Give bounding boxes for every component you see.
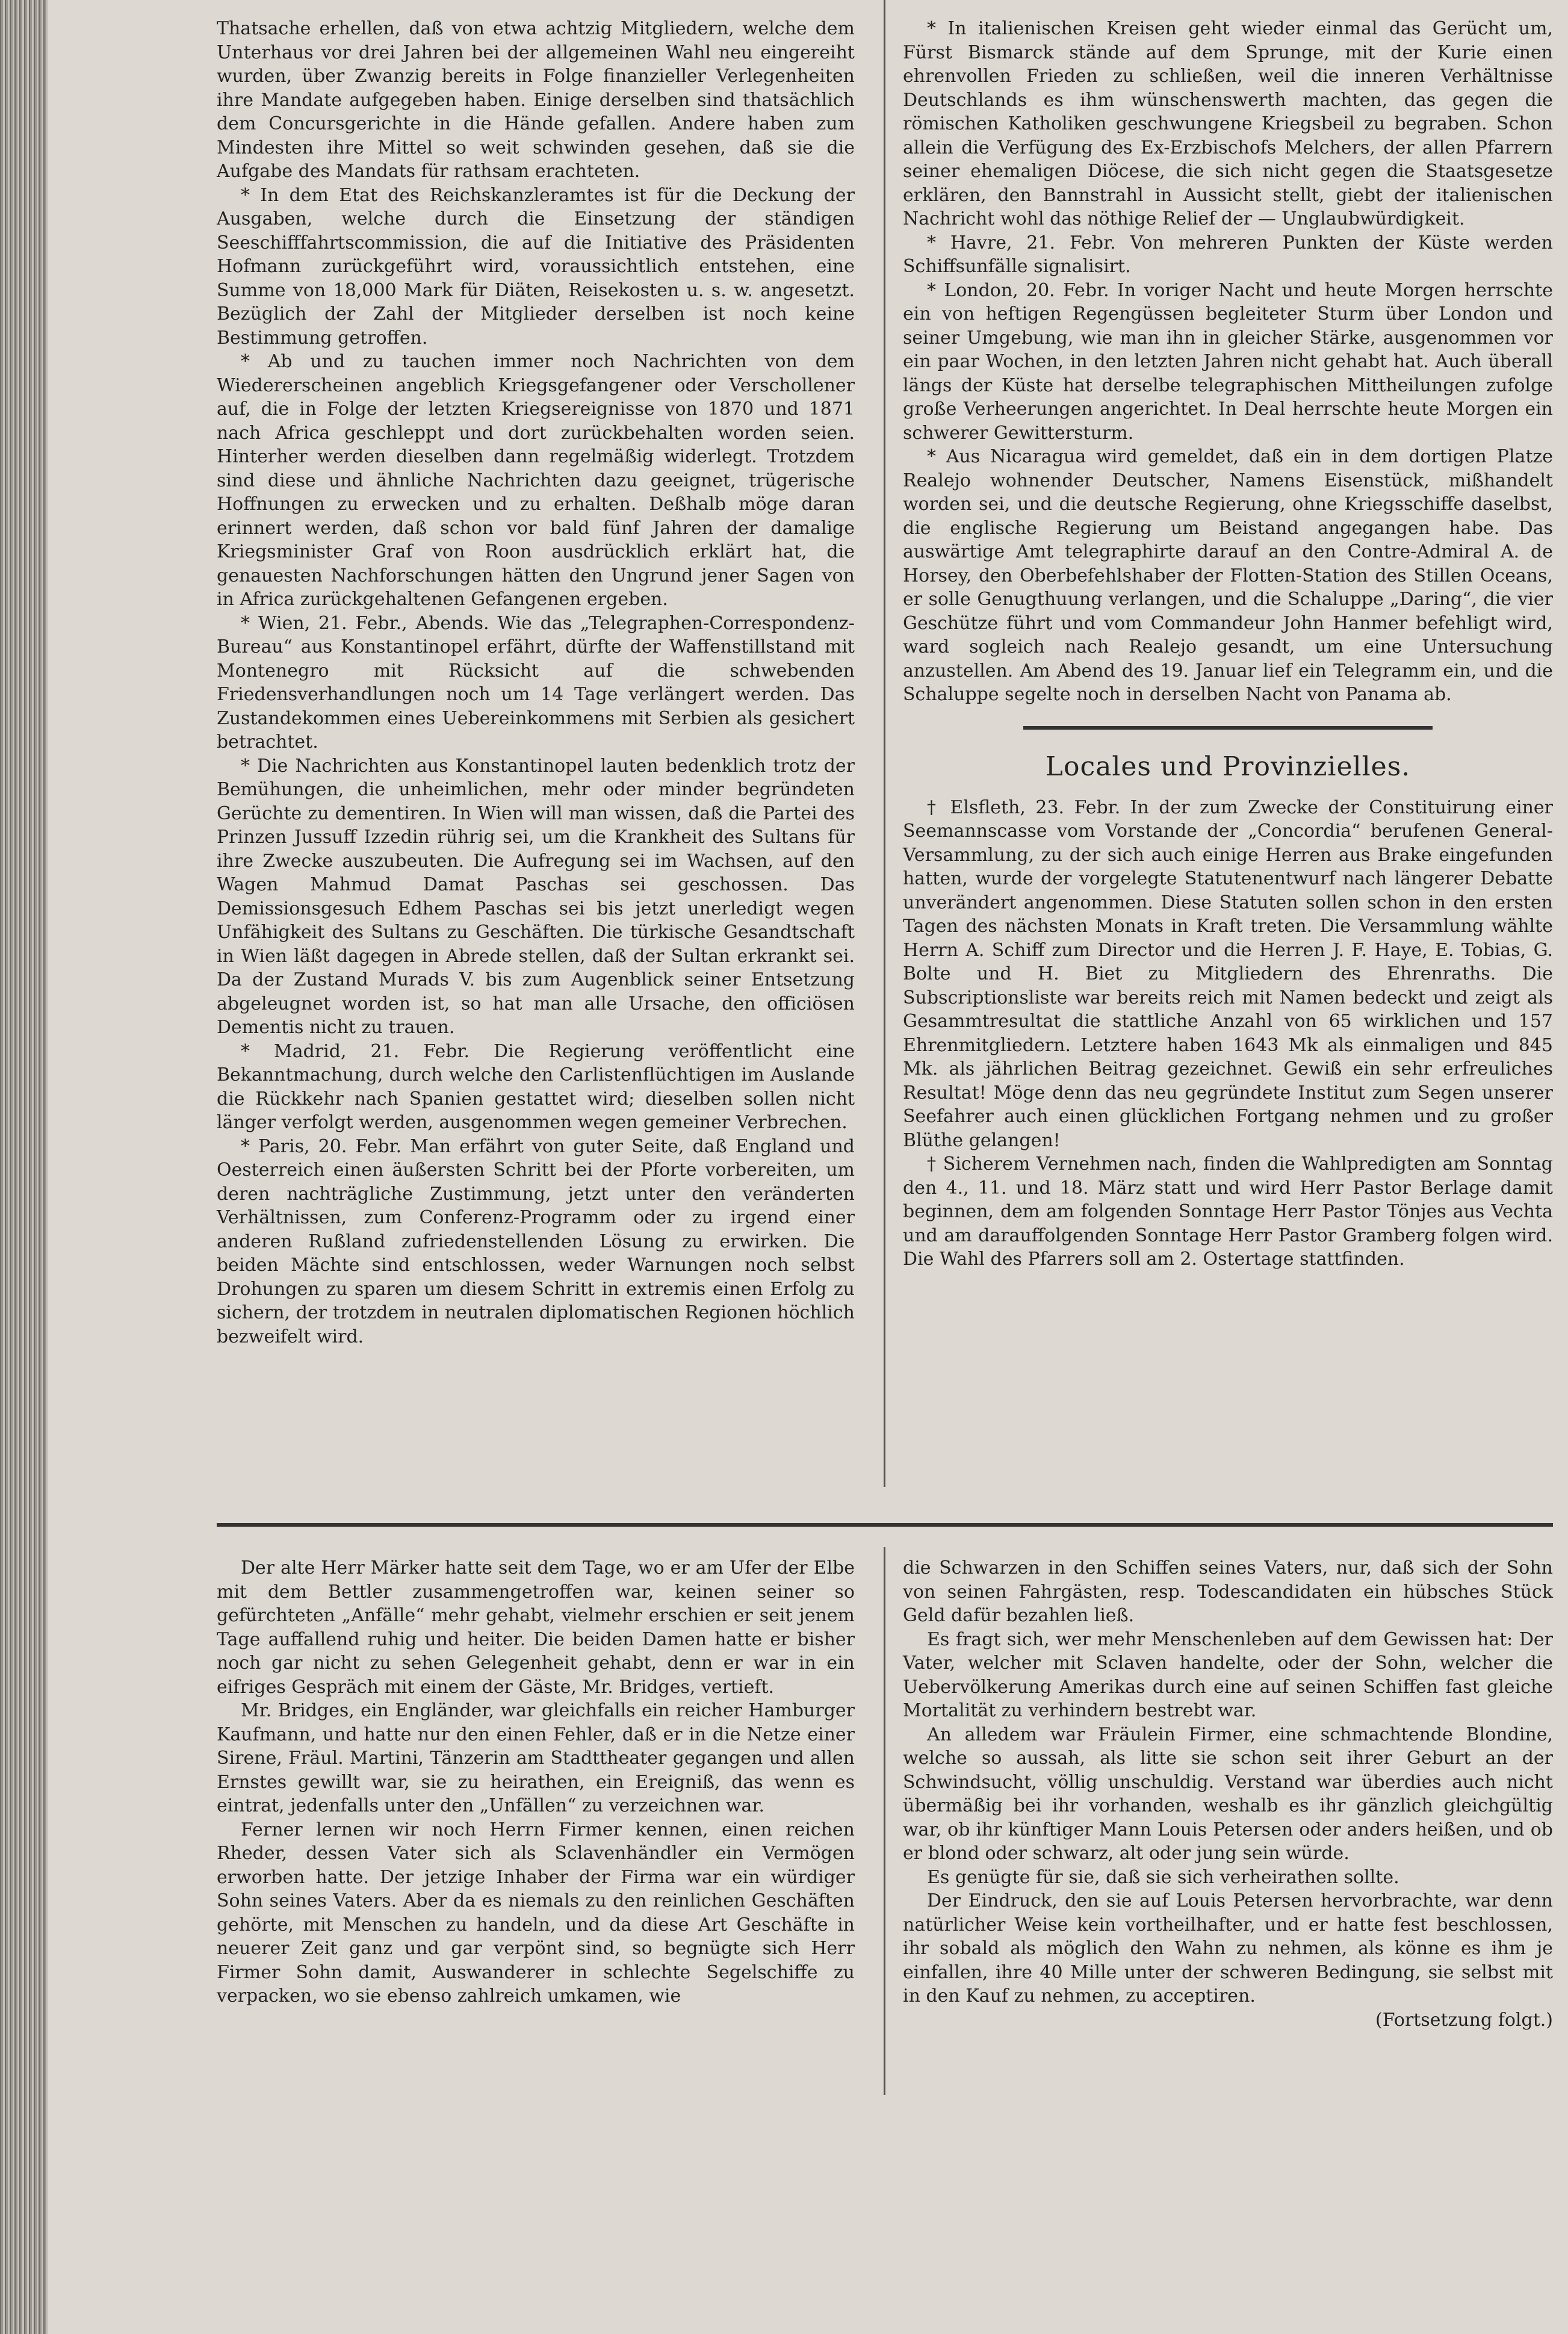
news-paragraph: * Aus Nicaragua wird gemeldet, daß ein in dem dortigen Platze Realejo wohnender Deutscher, Namens Eisenstück, mißhandelt worden sei, und die deutsche Regierung, ohne Kriegsschiffe daselbst, die englische Regierung um Beistand angegangen habe. Das auswärtige Amt telegraphirte darauf an den Contre-Admiral A. de Horsey, den Oberbefehlshaber der Flotten-Station des Stillen Oceans, er solle Genugthuung verlangen, und die Schaluppe „Daring“, die vier Geschütze führt und vom Commandeur John Hanmer befehligt wird, ward sogleich nach Realejo gesandt, um eine Untersuchung anzustellen. Am Abend des 19. Januar lief ein Telegramm ein, und die Schaluppe segelte noch in derselben Nacht von Panama ab. xyxy=(903,446,1553,705)
news-paragraph: * Madrid, 21. Febr. Die Regierung veröffentlicht eine Bekanntmachung, durch welche den Carlistenflüchtigen im Auslande die Rückkehr nach Spanien gestattet wird; dieselben sollen nicht länger verfolgt werden, ausgenommen wegen gemeiner Verbrechen. xyxy=(217,1040,855,1133)
section-divider xyxy=(1023,726,1433,730)
feuilleton-paragraph: Es fragt sich, wer mehr Menschenleben auf dem Gewissen hat: Der Vater, welcher mit Sclaven handelte, oder der Sohn, welcher die Uebervölkerung Amerikas durch eine auf seinen Schiffen fast gleiche Mortalität zu verhindern bestrebt war. xyxy=(903,1628,1553,1721)
news-paragraph: * Wien, 21. Febr., Abends. Wie das „Telegraphen-Correspondenz-Bureau“ aus Konstantinopel erfährt, dürfte der Waffenstillstand mit Montenegro mit Rücksicht auf die schwebenden Friedensverhandlungen noch um 14 Tage verlängert werden. Das Zustandekommen eines Uebereinkommens mit Serbien als gesichert betrachtet. xyxy=(217,612,855,753)
local-news-paragraph: † Elsfleth, 23. Febr. In der zum Zwecke der Constituirung einer Seemannscasse vom Vorstande der „Concordia“ berufenen General-Versammlung, zu der sich auch einige Herren aus Brake eingefunden hatten, wurde der vorgelegte Statutenentwurf nach längerer Debatte unverändert angenommen. Diese Statuten sollen schon in den ersten Tagen des nächsten Monats in Kraft treten. Die Versammlung wählte Herrn A. Schiff zum Director und die Herren J. F. Haye, E. Tobias, G. Bolte und H. Biet zu Mitgliedern des Ehrenraths. Die Subscriptionsliste war bereits reich mit Namen bedeckt und zeigt als Gesammtresultat die stattliche Anzahl von 65 wirklichen und 157 Ehrenmitgliedern. Letztere haben 1643 Mk als einmaligen und 845 Mk. als jährlichen Beitrag gezeichnet. Gewiß ein sehr erfreuliches Resultat! Möge denn das neu gegründete Institut zum Segen unserer Seefahrer auch einen glücklichen Fortgang nehmen und zu großer Blüthe gelangen! xyxy=(903,796,1553,1151)
feuilleton-paragraph: Es genügte für sie, daß sie sich verheirathen sollte. xyxy=(927,1866,1399,1888)
column-divider-bottom xyxy=(884,1547,885,2095)
local-news-paragraph: † Sicherem Vernehmen nach, finden die Wahlpredigten am Sonntag den 4., 11. und 18. März statt und wird Herr Pastor Berlage damit beginnen, dem am folgenden Sonntage Herr Pastor Tönjes aus Vechta und am darauffolgenden Sonntage Herr Pastor Gramberg folgen wird. Die Wahl des Pfarrers soll am 2. Ostertage stattfinden. xyxy=(903,1153,1553,1270)
news-paragraph: * Ab und zu tauchen immer noch Nachrichten von dem Wiedererscheinen angeblich Kriegsgefangener oder Verschollener auf, die in Folge der letzten Kriegsereignisse von 1870 und 1871 nach Africa geschleppt und dort zurückbehalten worden seien. Hinterher werden dieselben dann regelmäßig widerlegt. Trotzdem sind diese und ähnliche Nachrichten dazu geeignet, trügerische Hoffnungen zu erwecken und zu erhalten. Deßhalb möge daran erinnert werden, daß schon vor bald fünf Jahren der damalige Kriegsminister Graf von Roon ausdrücklich erklärt hat, die genauesten Nachforschungen hätten den Ungrund jener Sagen von in Africa zurückgehaltenen Gefangenen ergeben. xyxy=(217,351,855,610)
feuilleton-divider xyxy=(217,1523,1553,1527)
feuilleton-column-left xyxy=(217,1556,855,2008)
feuilleton-paragraph: Der Eindruck, den sie auf Louis Petersen hervorbrachte, war denn natürlicher Weise kein vortheilhafter, und er hatte fest beschlossen, ihr sobald als möglich den Wahn zu nehmen, als könne es ihm je einfallen, ihre 40 Mille unter der schweren Bedingung, sie selbst mit in den Kauf zu nehmen, zu acceptiren. xyxy=(903,1890,1553,2007)
news-paragraph: * In italienischen Kreisen geht wieder einmal das Gerücht um, Fürst Bismarck stände auf dem Sprunge, mit der Kurie einen ehrenvollen Frieden zu schließen, weil die inneren Verhältnisse Deutschlands es ihm wünschenswerth machten, das gegen die römischen Katholiken geschwungene Kriegsbeil zu begraben. Schon allein die Verfügung des Ex-Erzbischofs Melchers, der allen Pfarrern seiner ehemaligen Diöcese, die sich nicht gegen die Staatsgesetze erklären, den Bannstrahl in Aussicht stellt, giebt der italienischen Nachricht wohl das nöthige Relief der — Unglaubwürdigkeit. xyxy=(903,18,1553,229)
section-heading: Locales und Provinzielles. xyxy=(1045,751,1411,782)
feuilleton-paragraph: die Schwarzen in den Schiffen seines Vaters, nur, daß sich der Sohn von seinen Fahrgästen, resp. Todescandidaten ein hübsches Stück Geld dafür bezahlen ließ. xyxy=(903,1557,1553,1626)
news-column-left xyxy=(217,17,855,1349)
news-paragraph: * In dem Etat des Reichskanzleramtes ist für die Deckung der Ausgaben, welche durch die Einsetzung der ständigen Seeschifffahrtscommission, die auf die Initiative des Präsidenten Hofmann zurückgeführt wird, voraussichtlich entstehen, eine Summe von 18,000 Mark für Diäten, Reisekosten u. s. w. angesetzt. Bezüglich der Zahl der Mitglieder derselben ist noch keine Bestimmung getroffen. xyxy=(217,184,855,349)
feuilleton-column-right xyxy=(903,1556,1553,2032)
news-column-right xyxy=(903,17,1553,1271)
column-divider-top xyxy=(884,0,885,1487)
continuation-note: (Fortsetzung folgt.) xyxy=(1375,2009,1553,2031)
news-paragraph: * Havre, 21. Febr. Von mehreren Punkten der Küste werden Schiffsunfälle signalisirt. xyxy=(903,232,1553,277)
feuilleton-paragraph: Der alte Herr Märker hatte seit dem Tage, wo er am Ufer der Elbe mit dem Bettler zusammengetroffen war, keinen seiner so gefürchteten „Anfälle“ mehr gehabt, vielmehr erschien er seit jenem Tage auffallend ruhig und heiter. Die beiden Damen hatte er bisher noch gar nicht zu sehen Gelegenheit gehabt, denn er war in ein eifriges Gespräch mit einem der Gäste, Mr. Bridges, vertieft. xyxy=(217,1557,855,1698)
feuilleton-paragraph: Mr. Bridges, ein Engländer, war gleichfalls ein reicher Hamburger Kaufmann, und hatte nur den einen Fehler, daß er in die Netze einer Sirene, Fräul. Martini, Tänzerin am Stadttheater gegangen und allen Ernstes gewillt war, sie zu heirathen, ein Ereigniß, das wenn es eintrat, jedenfalls unter den „Unfällen“ zu verzeichnen war. xyxy=(217,1700,855,1816)
feuilleton-paragraph: An alledem war Fräulein Firmer, eine schmachtende Blondine, welche so aussah, als litte sie schon seit ihrer Geburt an der Schwindsucht, völlig unschuldig. Verstand war überdies auch nicht übermäßig bei ihr vorhanden, weshalb es ihr gänzlich gleichgültig war, ob ihr künftiger Mann Louis Petersen oder anders heißen, und ob er blond oder schwarz, alt oder jung sein würde. xyxy=(903,1724,1553,1864)
news-paragraph: * Paris, 20. Febr. Man erfährt von guter Seite, daß England und Oesterreich einen äußersten Schritt bei der Pforte vorbereiten, um deren nachträgliche Zustimmung, jetzt unter den veränderten Verhältnissen, zum Conferenz-Programm oder zu irgend einer anderen Rußland zufriedenstellenden Lösung zu erwirken. Die beiden Mächte sind entschlossen, weder Warnungen noch selbst Drohungen zu sparen um diesem Schritt in extremis einen Erfolg zu sichern, der trotzdem in neutralen diplomatischen Regionen höchlich bezweifelt wird. xyxy=(217,1135,855,1347)
feuilleton-paragraph: Ferner lernen wir noch Herrn Firmer kennen, einen reichen Rheder, dessen Vater sich als Sclavenhändler ein Vermögen erworben hatte. Der jetzige Inhaber der Firma war ein würdiger Sohn seines Vaters. Aber da es niemals zu den reinlichen Geschäften gehörte, mit Menschen zu handeln, und da diese Art Geschäfte in neuerer Zeit ganz und gar verpönt sind, so begnügte sich Herr Firmer Sohn damit, Auswanderer in schlechte Segelschiffe zu verpacken, wo sie ebenso zahlreich umkamen, wie xyxy=(217,1819,855,2007)
news-paragraph: * Die Nachrichten aus Konstantinopel lauten bedenklich trotz der Bemühungen, die unheimlichen, mehr oder minder begründeten Gerüchte zu dementiren. In Wien will man wissen, daß die Partei des Prinzen Jussuff Izzedin rührig sei, um die Krankheit des Sultans für ihre Zwecke auszubeuten. Die Aufregung sei im Wachsen, auf den Wagen Mahmud Damat Paschas sei geschossen. Das Demissionsgesuch Edhem Paschas sei bis jetzt unerledigt wegen Unfähigkeit des Sultans zu Geschäften. Die türkische Gesandtschaft in Wien läßt dagegen in Abrede stellen, daß der Sultan erkrankt sei. Da der Zustand Murads V. bis zum Augenblick seiner Entsetzung abgeleugnet worden ist, so hat man alle Ursache, den officiösen Dementis nicht zu trauen. xyxy=(217,755,855,1038)
book-binding-edge xyxy=(0,0,48,2334)
news-paragraph: Thatsache erhellen, daß von etwa achtzig Mitgliedern, welche dem Unterhaus vor drei Jahren bei der allgemeinen Wahl neu eingereiht wurden, über Zwanzig bereits in Folge finanzieller Verlegenheiten ihre Mandate aufgegeben haben. Einige derselben sind thatsächlich dem Concursgerichte in die Hände gefallen. Andere haben zum Mindesten ihre Mittel so weit schwinden gesehen, daß sie die Aufgabe des Mandats für rathsam erachteten. xyxy=(217,18,855,182)
news-paragraph: * London, 20. Febr. In voriger Nacht und heute Morgen herrschte ein von heftigen Regengüssen begleiteter Sturm über London und seiner Umgebung, wie man ihn in gleicher Stärke, ausgenommen vor ein paar Wochen, in den letzten Jahren nicht gehabt hat. Auch überall längs der Küste hat derselbe telegraphischen Mittheilungen zufolge große Verheerungen angerichtet. In Deal herrschte heute Morgen ein schwerer Gewittersturm. xyxy=(903,279,1553,444)
